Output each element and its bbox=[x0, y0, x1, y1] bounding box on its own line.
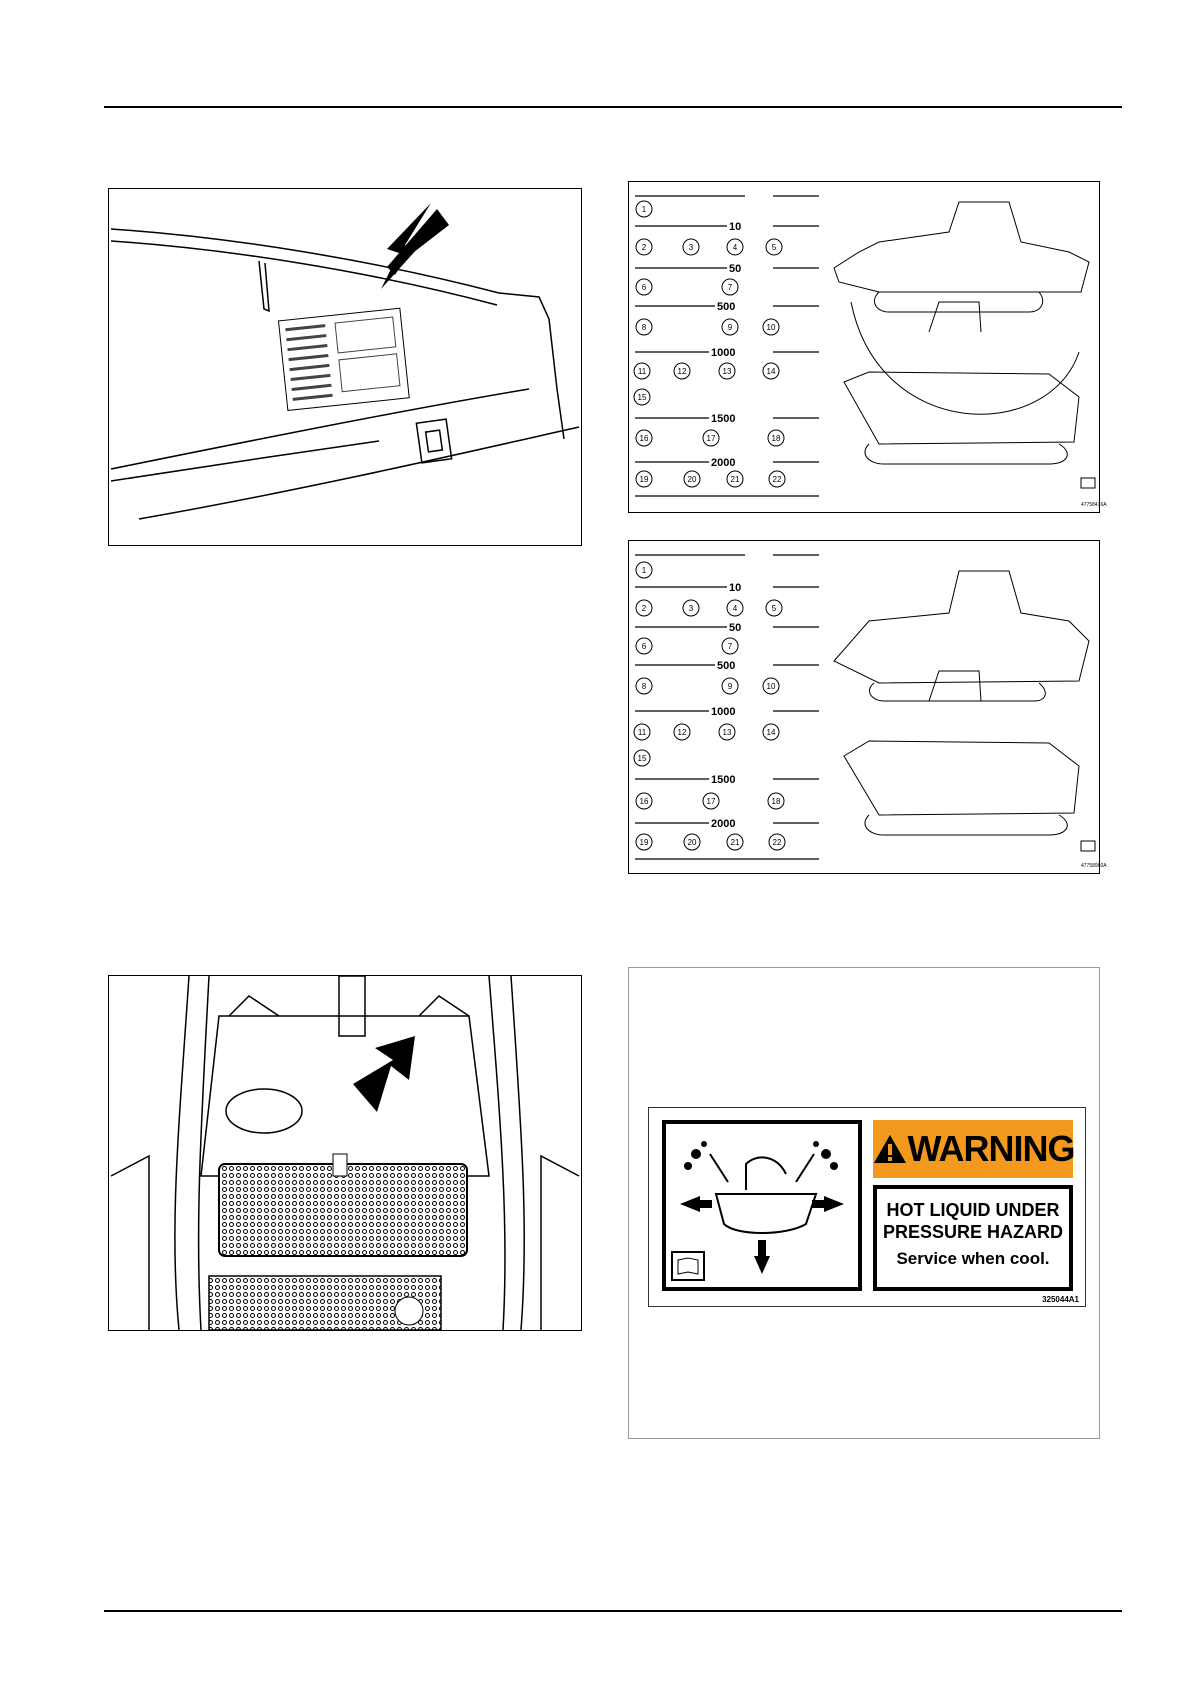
svg-text:500: 500 bbox=[717, 660, 736, 672]
interval-1000: 1000 bbox=[711, 347, 736, 359]
svg-text:1: 1 bbox=[641, 566, 647, 575]
svg-text:8: 8 bbox=[641, 323, 647, 332]
svg-text:3: 3 bbox=[688, 604, 694, 613]
warning-header bbox=[873, 1120, 1073, 1178]
svg-text:10: 10 bbox=[729, 582, 742, 594]
interval-50: 50 bbox=[729, 263, 742, 275]
svg-text:7: 7 bbox=[727, 642, 733, 651]
svg-text:50: 50 bbox=[729, 622, 742, 634]
svg-text:5: 5 bbox=[771, 604, 777, 613]
figure-code-bottom: 47758960A bbox=[1081, 863, 1107, 869]
svg-text:4: 4 bbox=[732, 243, 738, 252]
svg-text:2000: 2000 bbox=[711, 818, 736, 830]
svg-text:6: 6 bbox=[641, 642, 647, 651]
svg-text:19: 19 bbox=[639, 475, 649, 484]
warning-line-2: PRESSURE HAZARD bbox=[882, 1222, 1064, 1242]
warning-header-text: WARNING bbox=[907, 1128, 1075, 1169]
warning-line-3: Service when cool. bbox=[896, 1249, 1050, 1268]
svg-text:15: 15 bbox=[637, 754, 647, 763]
figure-schedule-bottom bbox=[628, 540, 1107, 874]
interval-10: 10 bbox=[729, 221, 742, 233]
figure-code-top: 47758416A bbox=[1081, 502, 1107, 508]
svg-text:14: 14 bbox=[766, 367, 776, 376]
svg-text:11: 11 bbox=[637, 367, 647, 376]
interval-1500: 1500 bbox=[711, 413, 736, 425]
svg-text:17: 17 bbox=[706, 797, 716, 806]
svg-text:12: 12 bbox=[677, 367, 687, 376]
svg-text:2: 2 bbox=[641, 243, 647, 252]
svg-text:22: 22 bbox=[772, 838, 782, 847]
svg-text:2: 2 bbox=[641, 604, 647, 613]
svg-text:22: 22 bbox=[772, 475, 782, 484]
figure-engine-screen bbox=[108, 975, 582, 1331]
svg-text:1: 1 bbox=[641, 205, 647, 214]
interval-500: 500 bbox=[717, 301, 736, 313]
svg-text:5: 5 bbox=[771, 243, 777, 252]
warning-message bbox=[873, 1185, 1073, 1291]
svg-text:10: 10 bbox=[766, 682, 776, 691]
svg-text:9: 9 bbox=[727, 323, 733, 332]
figure-hood-decal bbox=[108, 188, 582, 546]
svg-text:10: 10 bbox=[766, 323, 776, 332]
interval-2000: 2000 bbox=[711, 457, 736, 469]
svg-text:18: 18 bbox=[771, 797, 781, 806]
svg-text:20: 20 bbox=[687, 838, 697, 847]
decal-part-number: 325044A1 bbox=[1042, 1295, 1079, 1304]
svg-text:13: 13 bbox=[722, 728, 732, 737]
svg-text:3: 3 bbox=[688, 243, 694, 252]
svg-text:11: 11 bbox=[637, 728, 647, 737]
svg-text:15: 15 bbox=[637, 393, 647, 402]
svg-text:12: 12 bbox=[677, 728, 687, 737]
svg-text:8: 8 bbox=[641, 682, 647, 691]
svg-text:18: 18 bbox=[771, 434, 781, 443]
warning-decal bbox=[648, 1107, 1086, 1307]
svg-text:19: 19 bbox=[639, 838, 649, 847]
figure-schedule-top bbox=[628, 181, 1107, 513]
hot-liquid-pictogram bbox=[662, 1120, 862, 1291]
svg-text:17: 17 bbox=[706, 434, 716, 443]
svg-text:7: 7 bbox=[727, 283, 733, 292]
svg-text:1000: 1000 bbox=[711, 706, 736, 718]
figure-warning-decal bbox=[628, 967, 1100, 1439]
svg-text:21: 21 bbox=[730, 475, 740, 484]
warning-line-1: HOT LIQUID UNDER bbox=[886, 1200, 1060, 1220]
svg-text:16: 16 bbox=[639, 434, 649, 443]
svg-text:9: 9 bbox=[727, 682, 733, 691]
header-rule bbox=[104, 106, 1122, 108]
svg-text:14: 14 bbox=[766, 728, 776, 737]
svg-text:16: 16 bbox=[639, 797, 649, 806]
footer-rule bbox=[104, 1610, 1122, 1612]
svg-text:1500: 1500 bbox=[711, 774, 736, 786]
svg-text:21: 21 bbox=[730, 838, 740, 847]
svg-text:4: 4 bbox=[732, 604, 738, 613]
svg-text:20: 20 bbox=[687, 475, 697, 484]
svg-text:6: 6 bbox=[641, 283, 647, 292]
warning-triangle-icon bbox=[872, 1133, 908, 1165]
pointer-arrow bbox=[353, 1036, 415, 1112]
svg-text:13: 13 bbox=[722, 367, 732, 376]
